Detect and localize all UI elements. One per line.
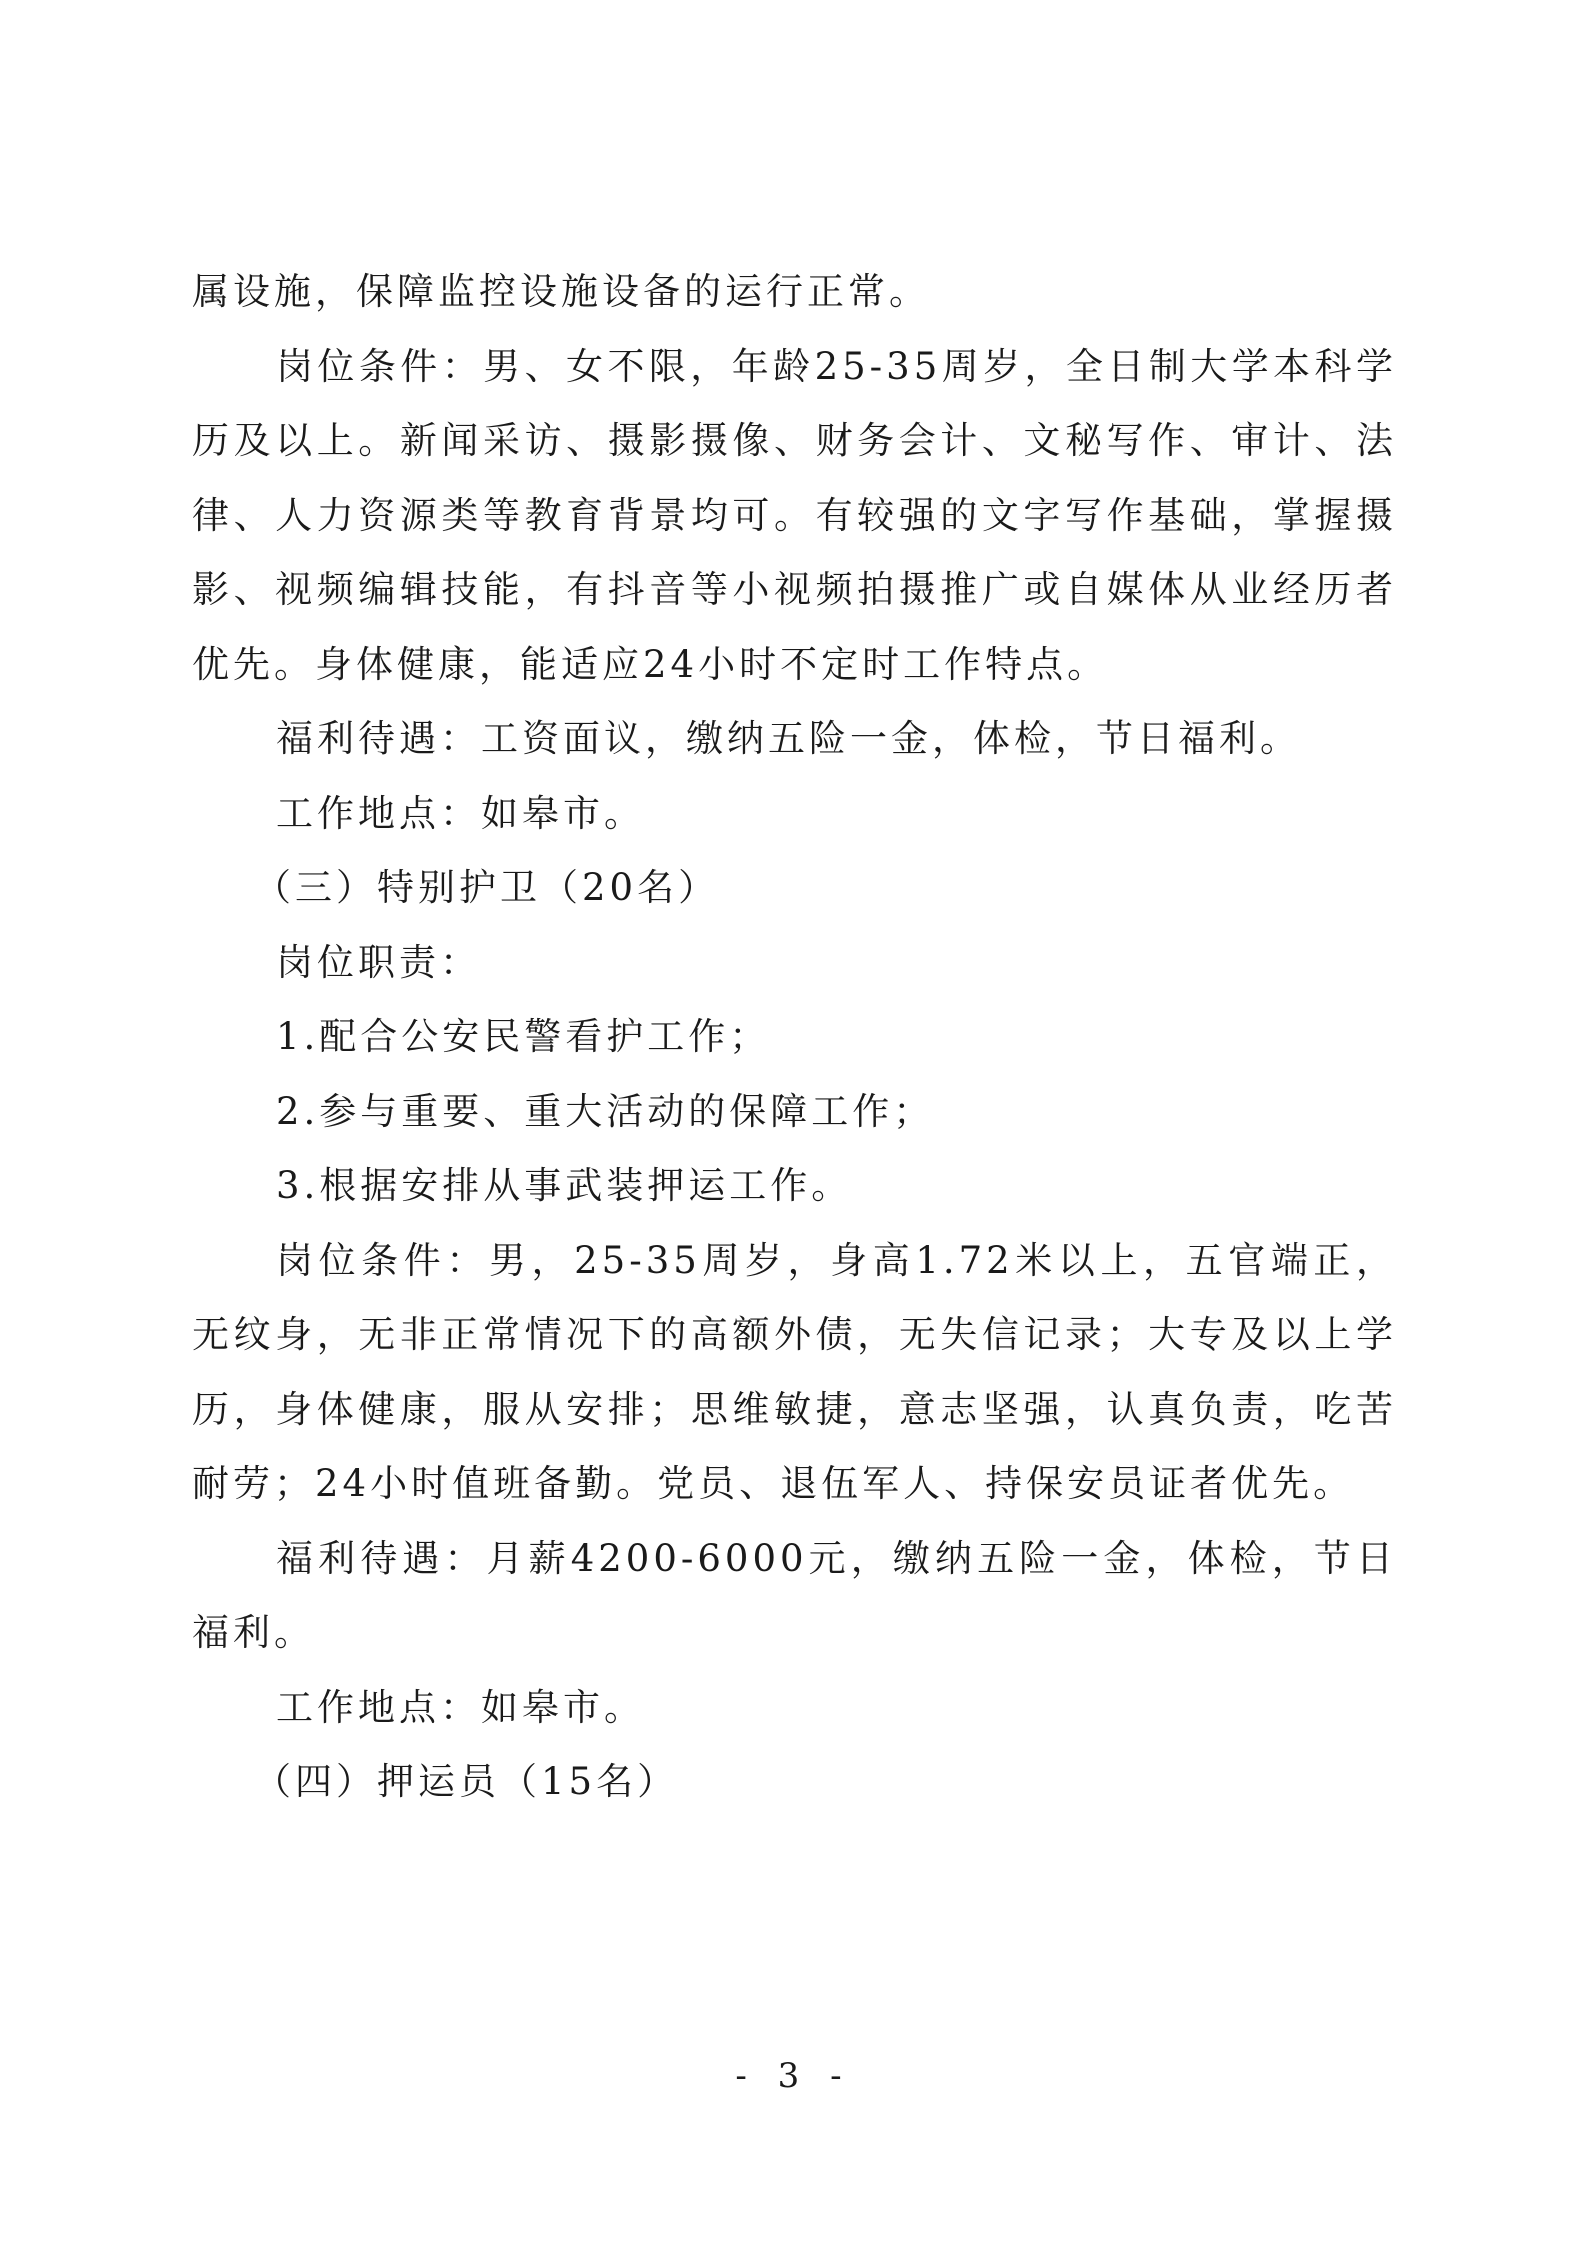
paragraph-job-requirements-3: 岗位条件：男，25-35周岁，身高1.72米以上，五官端正，无纹身，无非正常情况下的高额外债，无失信记录；大专及以上学历，身体健康，服从安排；思维敏捷，意志坚强，认真负责，吃苦耐劳；24小时值班备勤。党员、退伍军人、持保安员证者优先。 bbox=[192, 1238, 1397, 1505]
duty-item-2: 2.参与重要、重大活动的保障工作； bbox=[276, 1089, 935, 1133]
paragraph-benefits-3: 福利待遇：月薪4200-6000元，缴纳五险一金，体检，节日福利。 bbox=[192, 1536, 1397, 1654]
paragraph-continuation: 属设施，保障监控设施设备的运行正常。 bbox=[192, 270, 930, 313]
page-number: - 3 - bbox=[735, 2056, 852, 2096]
paragraph-location-3: 工作地点：如皋市。 bbox=[276, 1685, 645, 1729]
section-heading-4: （四）押运员（15名） bbox=[254, 1760, 679, 1803]
paragraph-job-requirements-2: 岗位条件：男、女不限，年龄25-35周岁，全日制大学本科学历及以上。新闻采访、摄影摄像、财务会计、文秘写作、审计、法律、人力资源类等教育背景均可。有较强的文字写作基础，掌握摄影、视频编辑技能，有抖音等小视频拍摄推广或自媒体从业经历者优先。身体健康，能适应24小时不定时工作特点。 bbox=[192, 344, 1397, 686]
paragraph-duties-label: 岗位职责： bbox=[276, 940, 481, 984]
document-body bbox=[192, 255, 1397, 1820]
section-heading-3: （三）特别护卫（20名） bbox=[254, 866, 720, 909]
duty-item-3: 3.根据安排从事武装押运工作。 bbox=[276, 1164, 853, 1207]
paragraph-benefits-2: 福利待遇：工资面议，缴纳五险一金，体检，节日福利。 bbox=[276, 717, 1301, 760]
duty-item-1: 1.配合公安民警看护工作； bbox=[276, 1015, 771, 1058]
paragraph-location-2: 工作地点：如皋市。 bbox=[276, 791, 645, 835]
